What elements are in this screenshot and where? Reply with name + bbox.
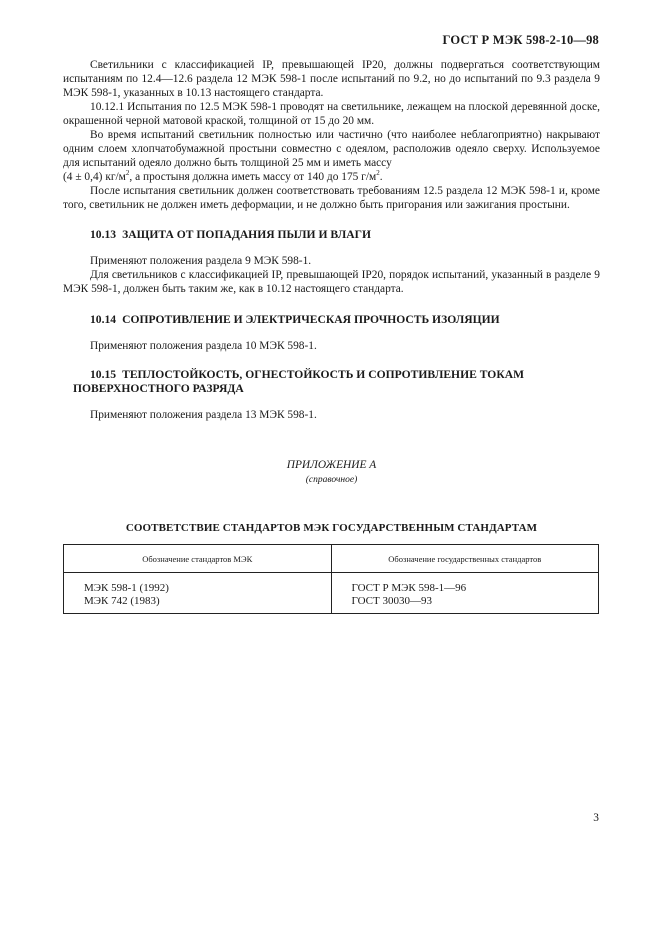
paragraph: После испытания светильник должен соответствовать требованиям 12.5 раздела 12 МЭК 598-1 и, кроме того, светильник не должен иметь деформации, и не должно быть пригорания или зажигания простыни.: [63, 185, 600, 211]
paragraph: 10.12.1 Испытания по 12.5 МЭК 598-1 проводят на светильнике, лежащем на плоской деревянной доске, окрашенной черной матовой краской, толщиной от 15 до 20 мм.: [63, 101, 600, 127]
iec-standard: МЭК 598-1 (1992): [84, 582, 169, 594]
section-number: 10.13: [90, 228, 117, 241]
mass-text-3: .: [379, 171, 383, 183]
column-header: Обозначение стандартов МЭК: [64, 545, 332, 573]
table-cell-gost: [331, 573, 599, 614]
section-heading-10-14: [63, 313, 600, 327]
section-heading-10-13: [63, 228, 600, 242]
section-title: ТЕПЛОСТОЙКОСТЬ, ОГНЕСТОЙКОСТЬ И СОПРОТИВЛЕНИЕ ТОКАМ: [122, 368, 525, 381]
mass-text-1: (4 ± 0,4) кг/м: [63, 171, 126, 183]
section-heading-10-15: [63, 368, 600, 382]
standards-table: [63, 544, 599, 614]
appendix-subtitle: (справочное): [305, 475, 358, 485]
superscript: 2: [376, 169, 380, 178]
paragraph: Применяют положения раздела 9 МЭК 598-1.: [90, 255, 312, 267]
paragraph: Применяют положения раздела 10 МЭК 598-1.: [90, 340, 317, 352]
appendix-heading: [63, 458, 600, 487]
mass-text-2: , а простыня должна иметь массу от 140 до 175 г/м: [129, 171, 377, 183]
paragraph: Светильники с классификацией IP, превышающей IP20, должны подвергаться соответствующим испытаниям по 12.4—12.6 раздела 12 МЭК 598-1 после испытаний по 9.2, но до испытаний по 9.3 раздела 9 МЭК 598-1, указанных в 10.13 настоящего стандарта.: [63, 59, 600, 99]
table-title: СООТВЕТСТВИЕ СТАНДАРТОВ МЭК ГОСУДАРСТВЕННЫМ СТАНДАРТАМ: [125, 522, 538, 534]
section-number: 10.14: [90, 313, 117, 326]
section-title: ЗАЩИТА ОТ ПОПАДАНИЯ ПЫЛИ И ВЛАГИ: [122, 228, 372, 241]
section-number: 10.15: [90, 368, 117, 381]
section-title: СОПРОТИВЛЕНИЕ И ЭЛЕКТРИЧЕСКАЯ ПРОЧНОСТЬ ИЗОЛЯЦИИ: [122, 313, 500, 326]
iec-standard: МЭК 742 (1983): [84, 595, 160, 607]
superscript: 2: [125, 169, 130, 178]
document-code-header: ГОСТ Р МЭК 598-2-10—98: [442, 33, 599, 47]
gost-standard: ГОСТ 30030—93: [351, 595, 432, 607]
mass-line: [63, 170, 600, 184]
column-header: Обозначение государственных стандартов: [331, 545, 599, 573]
section-title-continued: ПОВЕРХНОСТНОГО РАЗРЯДА: [73, 382, 244, 395]
paragraph: Применяют положения раздела 13 МЭК 598-1.: [90, 409, 317, 421]
paragraph: Для светильников с классификацией IP, превышающей IP20, порядок испытаний, указанный в разделе 9 МЭК 598-1, должен быть таким же, как в 10.12 настоящего стандарта.: [63, 269, 600, 295]
table-row: [64, 573, 599, 614]
page-content: [63, 58, 600, 614]
page-number: 3: [593, 812, 599, 824]
gost-standard: ГОСТ Р МЭК 598-1—96: [351, 582, 467, 594]
paragraph: Во время испытаний светильник полностью или частично (что наиболее неблагоприятно) накрывают одним слоем хлопчатобумажной простыни совместно с одеялом, расположив одеяло сверху. Используемое для испытаний одеяло должно быть толщиной 25 мм и иметь массу: [63, 129, 600, 169]
appendix-title: ПРИЛОЖЕНИЕ А: [286, 459, 377, 471]
table-cell-iec: [64, 573, 332, 614]
table-header-row: [64, 545, 599, 573]
